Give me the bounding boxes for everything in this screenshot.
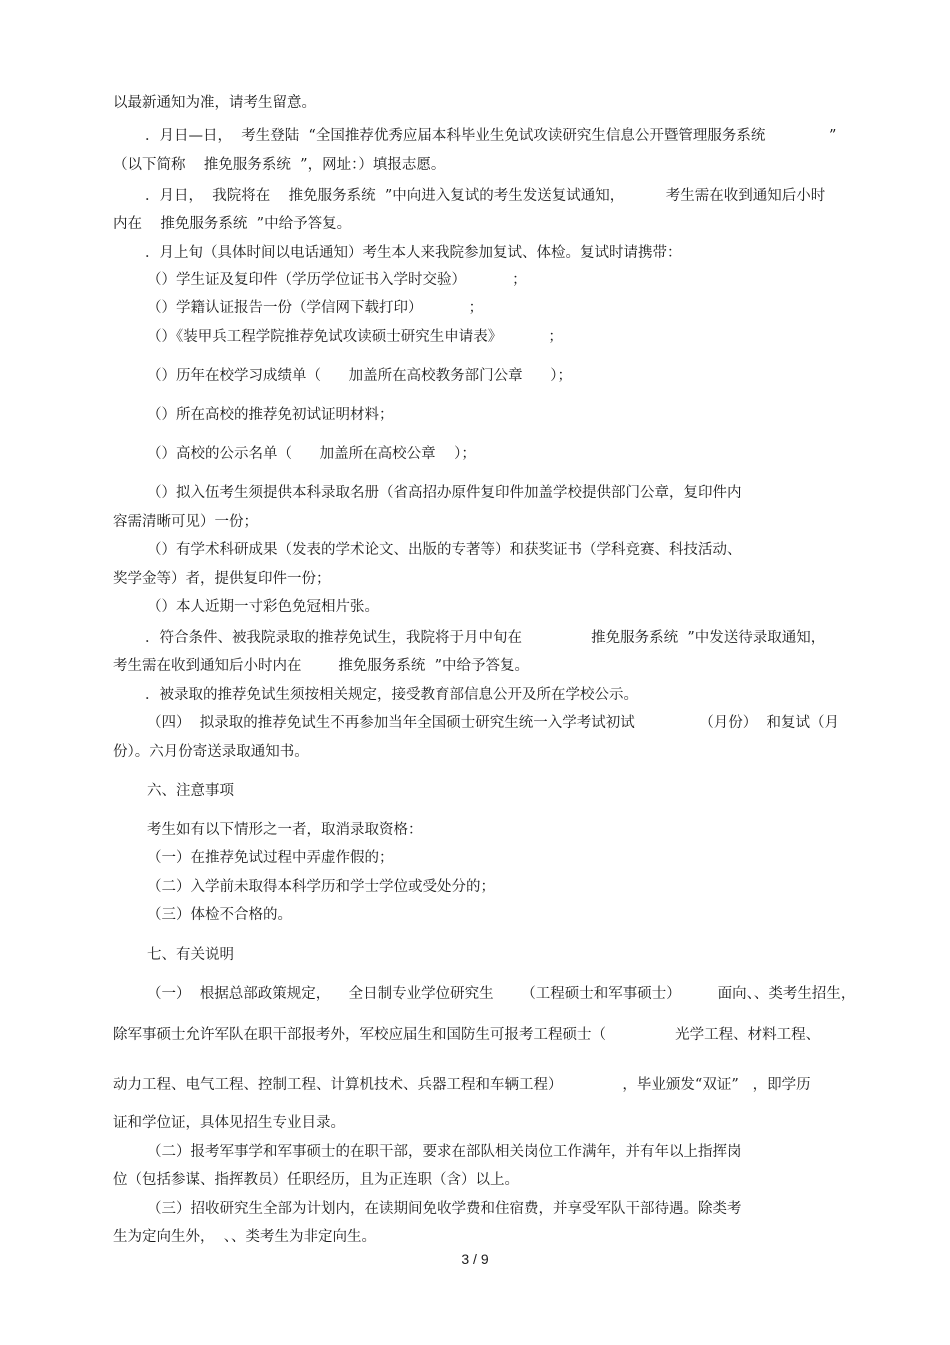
text-line: （以下简称 推免服务系统 ”，网址：）填报志愿。 <box>113 157 446 173</box>
text-line: （二）入学前未取得本科学历和学士学位或受处分的； <box>147 879 495 895</box>
text-line: （一）在推荐免试过程中弄虚作假的； <box>147 850 394 866</box>
text-line: （四） 拟录取的推荐免试生不再参加当年全国硕士研究生统一入学考试初试 （月份） 和复试（月 <box>147 715 839 731</box>
text-line: 动力工程、电气工程、控制工程、计算机技术、兵器工程和车辆工程） ，毕业颁发“双证” ，即学历 <box>113 1077 811 1093</box>
text-line: 考生需在收到通知后小时内在 推免服务系统 ”中给予答复。 <box>113 658 530 674</box>
text-line: （一） 根据总部政策规定， 全日制专业学位研究生 （工程硕士和军事硕士） 面向、、类考生招生， <box>147 986 856 1002</box>
text-line: 以最新通知为准，请考生留意。 <box>113 95 316 111</box>
text-line: 证和学位证，具体见招生专业目录。 <box>113 1115 345 1131</box>
text-line: （）学生证及复印件（学历学位证书入学时交验） ； <box>147 272 527 288</box>
text-line: （）《装甲兵工程学院推荐免试攻读硕士研究生申请表》 ； <box>147 329 563 345</box>
text-line: ．符合条件、被我院录取的推荐免试生，我院将于月中旬在 推免服务系统 ”中发送待录取通知， <box>145 630 826 646</box>
text-line: ．被录取的推荐免试生须按相关规定，接受教育部信息公开及所在学校公示。 <box>145 687 638 703</box>
text-line: （）高校的公示名单（ 加盖所在高校公章 ）； <box>147 446 476 462</box>
text-line: 考生如有以下情形之一者，取消录取资格： <box>147 822 423 838</box>
text-line: （三）体检不合格的。 <box>147 907 292 923</box>
section-heading: 七、有关说明 <box>147 947 234 963</box>
section-heading: 六、注意事项 <box>147 783 234 799</box>
text-line: （）历年在校学习成绩单（ 加盖所在高校教务部门公章 ）； <box>147 368 573 384</box>
text-line: （三）招收研究生全部为计划内，在读期间免收学费和住宿费，并享受军队干部待遇。除类考 <box>147 1201 742 1217</box>
text-line: 位（包括参谋、指挥教员）任职经历，且为正连职（含）以上。 <box>113 1172 519 1188</box>
text-line: 生为定向生外， 、、类考生为非定向生。 <box>113 1229 376 1245</box>
text-line: 份）。六月份寄送录取通知书。 <box>113 744 309 760</box>
text-line: 容需清晰可见）一份； <box>113 514 258 530</box>
text-line: 奖学金等）者，提供复印件一份； <box>113 571 331 587</box>
text-line: ．月日—日， 考生登陆 “全国推荐优秀应届本科毕业生免试攻读研究生信息公开暨管理服务系统 <box>145 128 766 144</box>
text-line: （）拟入伍考生须提供本科录取名册（省高招办原件复印件加盖学校提供部门公章，复印件内 <box>147 485 742 501</box>
text-line: （）本人近期一寸彩色免冠相片张。 <box>147 599 379 615</box>
text-line: （）学籍认证报告一份（学信网下载打印） ； <box>147 300 484 316</box>
text-line: ．月上旬（具体时间以电话通知）考生本人来我院参加复试、体检。复试时请携带： <box>145 245 682 261</box>
text-line: 内在 推免服务系统 ”中给予答复。 <box>113 216 352 232</box>
page-number: 3 / 9 <box>461 1251 489 1267</box>
text-line: 除军事硕士允许军队在职干部报考外，军校应届生和国防生可报考工程硕士（ 光学工程、材料工程、 <box>113 1027 821 1043</box>
text-line: （）所在高校的推荐免初试证明材料； <box>147 407 394 423</box>
text-line: （）有学术科研成果（发表的学术论文、出版的专著等）和获奖证书（学科竞赛、科技活动、 <box>147 542 742 558</box>
text-line: ．月日， 我院将在 推免服务系统 ”中向进入复试的考生发送复试通知， 考生需在收到通知后小时 <box>145 188 826 204</box>
text-line: ” <box>829 128 837 144</box>
text-line: （二）报考军事学和军事硕士的在职干部，要求在部队相关岗位工作满年，并有年以上指挥岗 <box>147 1144 742 1160</box>
